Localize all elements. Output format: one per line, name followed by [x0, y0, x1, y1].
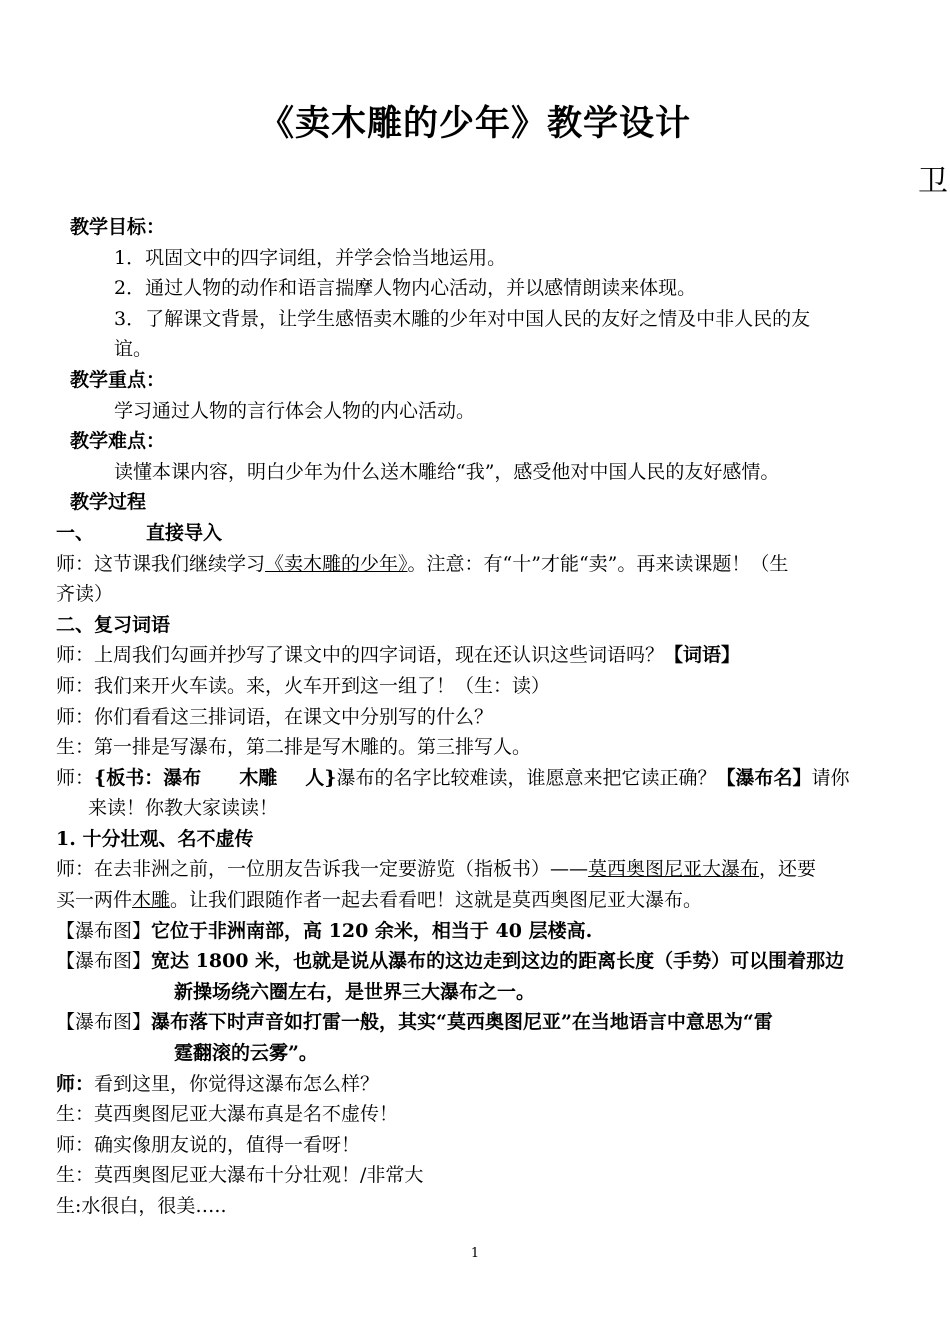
paragraph-line	[56, 1069, 918, 1100]
bold-text: 人}	[305, 766, 337, 789]
text-run: ，还要	[759, 858, 817, 881]
text-run: 【瀑布图】	[56, 950, 152, 973]
difficulty-heading: 教学难点：	[70, 430, 166, 453]
paragraph-line: 生：莫西奥图尼亚大瀑布真是名不虚传！	[56, 1103, 399, 1126]
difficulty-text: 读懂本课内容，明白少年为什么送木雕给“我”，感受他对中国人民的友好感情。	[114, 460, 780, 483]
bold-text: 宽达 1800 米，也就是说从瀑布的这边走到这边的距离长度（手势）可以围着那边	[151, 950, 845, 973]
bold-text: {板书：瀑布	[94, 766, 202, 789]
bold-text: 【瀑布名】	[716, 766, 812, 789]
document-body	[56, 212, 918, 1222]
paragraph-line: 生：第一排是写瀑布，第二排是写木雕的。第三排写人。	[56, 736, 532, 759]
paragraph-line: 新操场绕六圈左右，是世界三大瀑布之一。	[174, 980, 536, 1003]
key-point-heading: 教学重点：	[70, 368, 166, 391]
goal-item-continued: 谊。	[114, 338, 153, 361]
text-run: 瀑布的名字比较难读，谁愿意来把它读正确？	[336, 766, 717, 789]
paragraph-line	[56, 946, 918, 977]
text-run: 。让我们跟随作者一起去看看吧！这就是莫西奥图尼亚大瀑布。	[170, 889, 703, 912]
section-heading: 1. 十分壮观、名不虚传	[56, 827, 254, 850]
underlined-text: 木雕	[132, 889, 171, 912]
bold-text: 瀑布落下时声音如打雷一般，其实“莫西奥图尼亚”在当地语言中意思为“雷	[151, 1011, 773, 1034]
paragraph-line	[56, 1007, 918, 1038]
paragraph-line	[56, 549, 918, 580]
text-run: 买一两件	[56, 889, 133, 912]
paragraph-line	[56, 916, 918, 947]
text-run: 师：这节课我们继续学习	[56, 552, 266, 575]
paragraph-line: 齐读）	[56, 583, 114, 606]
text-run: 看到这里，你觉得这瀑布怎么样？	[94, 1072, 380, 1095]
page-number: 1	[470, 1246, 480, 1261]
text-run: 请你	[811, 766, 850, 789]
underlined-text: 《卖木雕的少年》	[265, 552, 408, 575]
bold-text: 师：	[56, 1072, 95, 1095]
goals-heading: 教学目标：	[70, 216, 166, 238]
text-run: 师：	[56, 766, 95, 789]
bold-text: 木雕	[239, 766, 278, 789]
text-run: 师：在去非洲之前，一位朋友告诉我一定要游览（指板书）——	[56, 858, 589, 881]
underlined-text: 莫西奥图尼亚大瀑布	[588, 858, 760, 881]
section-heading	[56, 518, 918, 549]
paragraph-line: 师：我们来开火车读。来，火车开到这一组了！（生：读）	[56, 674, 551, 697]
goal-item: 1．巩固文中的四字词组，并学会恰当地运用。	[114, 246, 507, 269]
text-run: 【瀑布图】	[56, 1011, 152, 1034]
paragraph-line: 生：莫西奥图尼亚大瀑布十分壮观！/非常大	[56, 1164, 424, 1187]
paragraph-line: 师：确实像朋友说的，值得一看呀！	[56, 1133, 361, 1156]
text-run: 师：上周我们勾画并抄写了课文中的四字词语，现在还认识这些词语吗？	[56, 644, 665, 667]
process-heading: 教学过程	[70, 491, 147, 514]
section-heading: 二、复习词语	[56, 613, 171, 636]
paragraph-line	[56, 640, 918, 671]
paragraph-line	[56, 885, 918, 916]
section-title: 直接导入	[146, 521, 223, 544]
author-name: 卫	[918, 164, 948, 199]
paragraph-line	[56, 763, 918, 794]
paragraph-line	[56, 854, 918, 885]
section-number: 一、	[56, 521, 95, 544]
document-title: 《卖木雕的少年》教学设计	[258, 104, 691, 144]
paragraph-line: 师：你们看看这三排词语，在课文中分别写的什么？	[56, 705, 494, 728]
goal-item: 2．通过人物的动作和语言揣摩人物内心活动，并以感情朗读来体现。	[114, 277, 697, 300]
bold-text: 它位于非洲南部，高 120 余米，相当于 40 层楼高.	[151, 919, 593, 942]
key-point-text: 学习通过人物的言行体会人物的内心活动。	[114, 399, 476, 422]
paragraph-line: 来读！你教大家读读！	[88, 797, 279, 820]
paragraph-line: 生:水很白，很美…..	[56, 1195, 227, 1217]
bold-text: 【词语】	[664, 644, 741, 667]
text-run: 【瀑布图】	[56, 919, 152, 942]
paragraph-line: 霆翻滚的云雾”。	[174, 1042, 318, 1065]
goal-item: 3．了解课文背景，让学生感悟卖木雕的少年对中国人民的友好之情及中非人民的友	[114, 307, 811, 330]
text-run: 。注意：有“十”才能“卖”。再来读课题！（生	[407, 552, 789, 575]
